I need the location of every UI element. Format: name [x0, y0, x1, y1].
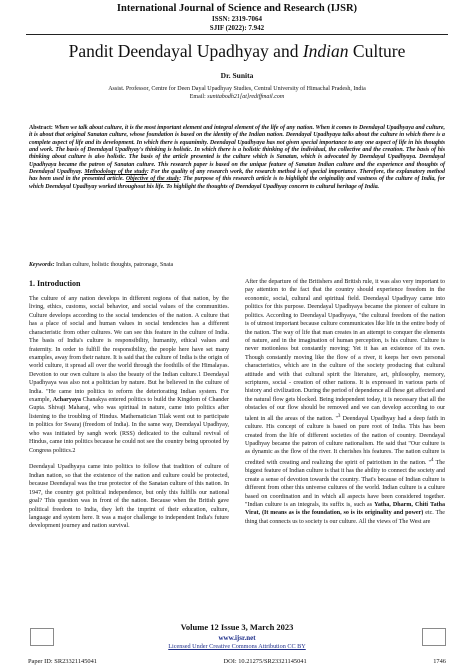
email-label: Email:	[189, 93, 208, 100]
right-column	[245, 278, 445, 526]
right-p1-text-c: The biggest feature of Indian culture is that it has the ability to connect the society and create a sense of devotion towards the country. That's because of Indian culture is different from other this universe cultures of the world. Indian culture is a culture based on coordination and in which all aspects have been considered together. "Indian culture is an integrals, its suffix is, such as	[245, 459, 445, 508]
right-p1-bold: Yatha, Dharm, Chiti Tatha Virat, (It means as is the foundation, so is its originality and power)	[245, 502, 445, 517]
journal-title: International Journal of Science and Research (IJSR)	[116, 3, 358, 14]
abstract-body-1: When we talk about culture, it is the most important element and integral element of the life of any nation. When it comes to Deendayal Upadhyaya and culture, it is about that original Sanatan culture, whose foundation is based on the identity of the Indian nation. Deendayal Upadhyaya talks about the culture in which there is a complete aspect of life and its development. In which there is equanimity. Deendayal Upadhyaya has not given special importance to any one aspect of life in his thoughts and work. The basis of Deendayal Upadhyay's thinking is holistic. In which there is a holistic thinking of the individual, the collective and the creation. The basis of his thinking about culture is also holistic. The basis of the article presented is the culture which is Sanatan, which is advocated by Deendayal Upadhyaya. Deendayal Upadhyaya became the patron of Sanatan culture. This research paper is based on the unique feature of Sanatan Indian culture and the experience and thoughts of Deendayal Upadhyay.	[29, 125, 445, 176]
journal-header	[0, 3, 474, 33]
footer-url[interactable]: www.ijsr.net	[218, 634, 256, 642]
journal-sjif: SJIF (2022): 7.942	[209, 24, 265, 32]
email-line	[0, 94, 474, 102]
abstract-body-2: : For the quality of any research work, the research method is of special importance. Therefore, the explanatory method has been used in the presented article.	[29, 169, 445, 183]
intro-p1-bold: Acharyaya	[52, 397, 81, 404]
left-column	[29, 278, 229, 531]
title-italic: Indian	[302, 41, 349, 61]
section-heading: 1. Introduction	[29, 279, 81, 288]
right-paragraph-1	[245, 278, 445, 526]
abstract-body-3: : The purpose of this research article is to highlight the originality and vastness of the culture of India, for which Deendayal Upadhyay worked throughout his life. To highlight the thoughts of Deendayal Upadhyay concern to cultural heritage of India.	[29, 176, 445, 190]
paper-title	[0, 40, 474, 62]
keywords-label: Keywords:	[29, 262, 56, 268]
intro-p1-text: The culture of any nation develops in different regions of that nation, by the living, ethics, customs, social behavior, and social values of the communities. Culture develops according to the social tendencies of the nation. A culture that has a place of social and human values in social tendencies has a different characteristic from other cultures. We can see this feature in the culture of India. The basis of India's culture is responsibility, humanity, ethical values and fraternity. In order to fulfill the responsibility, the people here have set many examples, away from their nature. It is said that the culture of India is the origin of world culture, it spread all over the world through the foothills of the Himalayas. Devotion to our own culture is also the beauty of the Indian culture.1 Deendayal Upadhyaya was also not a politician by nature. But he believed in the culture of India. "He came into politics to reform the deteriorating Indian system. For example,	[29, 296, 229, 404]
doi: DOI: 10.21275/SR23321145041	[223, 658, 307, 665]
journal-issn: ISSN: 2319-7064	[212, 15, 262, 23]
title-main: Pandit Deendayal Upadhyay and	[68, 41, 303, 61]
footer-license[interactable]: Licensed Under Creative Commons Attribution CC BY	[168, 643, 306, 650]
abstract	[29, 125, 445, 191]
methodology-label: Methodology of the study	[84, 169, 147, 176]
right-p1-text: After the departure of the Britishers and British rule, it was also very important to pay attention to the fact that the country should experience freedom in the economic, social, cultural and spiritual field. Deendayal Upadhyay came into politics for this purpose. Deendayal Upadhyaya became the pioneer of culture in politics. According to Deendayal Upadhyaya, "the cultural freedom of the nation is of utmost important because culture communicates like life in the entire body of the nation. The way of life that man creates in an attempt to conquer the elements of nature, and in the imagination of human perception, is his culture. Culture is never motionless but constantly moving; Yet it has an existence of its own. Though constantly moving like the flow of a river, it keeps her own personal characteristics, which are in the culture of the society producing that cultural attitude and with that cultural spirit the literature, art, philosophy, memory, scriptures, social - creation of other nations. It is expressed in various parts of history and civilization. During the period of dependence all these get affected and the natural flow gets blocked. Being independent today, it is necessary that all the obstacles of our flow should be removed and we can develop according to our talent in all the areas of the nation. "	[245, 279, 445, 422]
keywords-text: Indian culture, holistic thoughts, patronage, Snata	[56, 262, 174, 268]
right-p1-text-b: Deendayal Upadhyay had a deep faith in culture. His concept of culture is based on pure root of India. This has been created from the life of different societies of the nation of country. Deendayal Upadhyay became the patron of culture nationalism. He said that "Our culture is as dynamic as the flow of the river. It cherishes his features. The nation culture is credited with creating and realizing the spirit of patriotism in the nation. "	[245, 415, 445, 466]
author-name: Dr. Sunita	[220, 71, 254, 80]
email-link[interactable]: sunitabodh21[at]rediffmail.com	[207, 93, 285, 100]
abstract-label: Abstract:	[29, 125, 55, 131]
footer-issue: Volume 12 Issue 3, March 2023	[180, 622, 294, 632]
title-end: Culture	[348, 41, 406, 61]
header-rule	[26, 34, 448, 35]
objective-label: Objective of the study	[125, 176, 180, 183]
author-affiliation	[0, 86, 474, 101]
footnote-4: 4	[431, 457, 434, 463]
affiliation-text: Assist. Professor, Centre for Deen Dayal Upadhyay Studies, Central University of Himachal Pradesh, India	[108, 86, 366, 92]
paper-id: Paper ID: SR23321145041	[28, 658, 97, 665]
footer-bottom	[28, 658, 446, 665]
intro-paragraph-2: Deendayal Upadhyaya came into politics to follow that tradition of culture of Indian nation, so that the existence of the nation and culture could be protected, because Deendayal was the true protector of the Sanatan culture of this nation. In 1947, the country got political independence, but only this fulfills our national goal? This question was in front of the nation. Because when the British gave political freedom to India, they left the imprint of their education, culture, language and system here. It was a major challenge to independent India's future development journey and nation survival.	[29, 464, 229, 530]
right-p1-text-d: etc. The thing that connects us to society is our culture. All the views of The West are	[245, 510, 445, 525]
keywords	[29, 262, 445, 269]
page-number: 1746	[433, 658, 446, 665]
footnote-3: 3	[337, 413, 341, 419]
intro-paragraph-1	[29, 295, 229, 455]
intro-p1-text-b: Chanakya entered politics to build the Kingdom of Chander Gupta. Shivaji Maharaj, who was spiritual in nature, came into politics after listening to the troubling of Hindus. Mathematician Tilak went out to participate in politics for Swaraj (freedom of India). In the same way, Deendayal Upadhyay, who was initiated by sangh work (RSS) dedicated to the cultural revival of Hindus, came into politics because he could not see the country being uprooted by Congress politics.2	[29, 397, 229, 454]
